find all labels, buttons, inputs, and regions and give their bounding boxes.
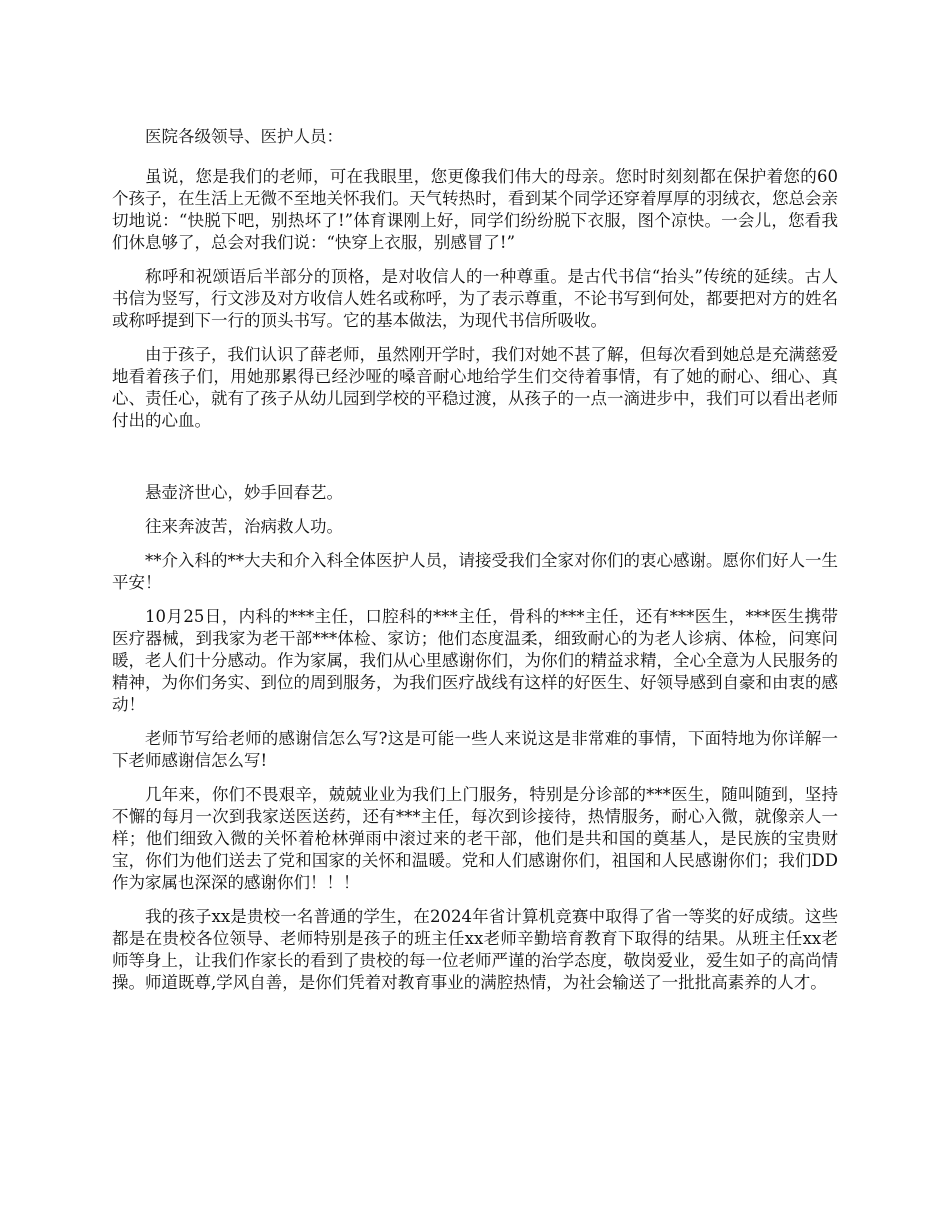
salutation: 医院各级领导、医护人员： [145,127,343,146]
paragraph-home-visit: 10月25日，内科的***主任，口腔科的***主任，骨科的***主任，还有***医生，***医生携带医疗器械，到我家为老干部***体检、家访；他们态度温柔，细致耐心的为老人诊病、体检，问寒问暖，老人们十分感动。作为家属，我们从心里感谢你们，为你们的精益求精，全心全意为人民服务的精神，为你们务实、到位的周到服务，为我们医疗战线有这样的好医生、好领导感到自豪和由衷的感动！ [112,607,838,714]
paragraph-teacher-xue: 由于孩子，我们认识了薛老师，虽然刚开学时，我们对她不甚了解，但每次看到她总是充满慈爱地看着孩子们，用她那累得已经沙哑的嗓音耐心地给学生们交待着事情，有了她的耐心、细心、真心、责任心，就有了孩子从幼儿园到学校的平稳过渡，从孩子的一点一滴进步中，我们可以看出老师付出的心血。 [112,345,838,430]
paragraph-interventional-thanks: **介入科的**大夫和介入科全体医护人员，请接受我们全家对你们的衷心感谢。愿你们好人一生平安！ [112,551,838,592]
couplet-line-1: 悬壶济世心，妙手回春艺。 [145,483,343,502]
paragraph-letter-format: 称呼和祝颂语后半部分的顶格，是对收信人的一种尊重。是古代书信“抬头”传统的延续。古人书信为竖写，行文涉及对方收信人姓名或称呼，为了表示尊重，不论书写到何处，都要把对方的姓名或称呼提到下一行的顶头书写。它的基本做法，为现代书信所吸收。 [112,267,838,330]
paragraph-competition-award: 我的孩子xx是贵校一名普通的学生，在2024年省计算机竞赛中取得了省一等奖的好成绩。这些都是在贵校各位领导、老师特别是孩子的班主任xx老师辛勤培育教育下取得的结果。从班主任xx老师等身上，让我们作家长的看到了贵校的每一位老师严谨的治学态度，敬岗爱业，爱生如子的高尚情操。师道既尊,学风自善，是你们凭着对教育事业的满腔热情，为社会输送了一批批高素养的人才。 [112,907,838,992]
paragraph-home-service: 几年来，你们不畏艰辛，兢兢业业为我们上门服务，特别是分诊部的***医生，随叫随到，坚持不懈的每月一次到我家送医送药，还有***主任，每次到诊接待，热情服务，耐心入微，就像亲人一样；他们细致入微的关怀着枪林弹雨中滚过来的老干部，他们是共和国的奠基人，是民族的宝贵财宝，你们为他们送去了党和国家的关怀和温暖。党和人们感谢你们，祖国和人民感谢你们；我们DD作为家属也深深的感谢你们！！！ [112,785,838,892]
paragraph-how-to-write: 老师节写给老师的感谢信怎么写?这是可能一些人来说这是非常难的事情，下面特地为你详解一下老师感谢信怎么写! [112,729,838,770]
paragraph-teacher-mother: 虽说，您是我们的老师，可在我眼里，您更像我们伟大的母亲。您时时刻刻都在保护着您的60个孩子，在生活上无微不至地关怀我们。天气转热时，看到某个同学还穿着厚厚的羽绒衣，您总会亲切地说：“快脱下吧，别热坏了!”体育课刚上好，同学们纷纷脱下衣服，图个凉快。一会儿，您看我们休息够了，总会对我们说：“快穿上衣服，别感冒了!” [112,167,838,252]
couplet-line-2: 往来奔波苦，治病救人功。 [145,517,343,536]
section-gap [112,444,838,482]
